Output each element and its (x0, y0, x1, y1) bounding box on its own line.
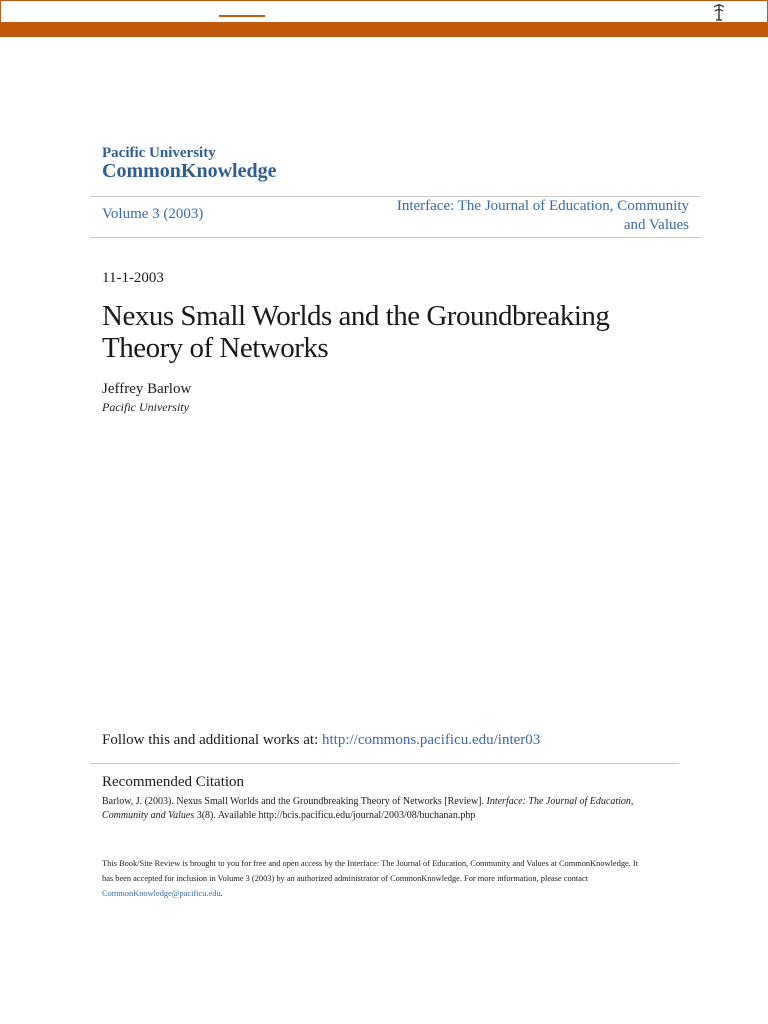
collection-url-link[interactable]: http://commons.pacificu.edu/inter03 (321, 732, 541, 748)
top-bar-link-underline (219, 15, 265, 17)
library-tree-logo-icon (710, 2, 728, 22)
divider-bottom (90, 237, 701, 238)
citation-body (102, 795, 662, 823)
follow-line (102, 732, 540, 749)
top-bar (0, 0, 768, 22)
volume-link[interactable]: Volume 3 (2003) (102, 206, 204, 222)
journal-link[interactable]: Interface: The Journal of Education, Community and Values (396, 198, 689, 233)
publication-date: 11-1-2003 (102, 270, 164, 286)
citation-text-2: 3(8). Available http://bcis.pacificu.edu/journal/2003/08/buchanan.php (194, 810, 476, 821)
contact-email-link[interactable]: CommonKnowledge@pacificu.edu (102, 889, 221, 898)
citation-heading: Recommended Citation (102, 774, 245, 790)
citation-text-1: Barlow, J. (2003). Nexus Small Worlds and the Groundbreaking Theory of Networks [Review]. (102, 796, 487, 807)
institution-name[interactable]: Pacific University (102, 145, 216, 161)
author-affiliation: Pacific University (102, 400, 189, 414)
access-notice (102, 856, 642, 901)
follow-text: Follow this and additional works at: (102, 732, 322, 748)
notice-text: This Book/Site Review is brought to you for free and open access by the Interface: The Journal of Education, Community and Values at CommonKnowledge. It has been accepted for inclusion in Volume 3 (2003) by an authorized administrator of CommonKnowledge. For more information, please contact (102, 859, 639, 883)
notice-end: . (220, 889, 223, 898)
header-accent-band (0, 22, 768, 37)
author-name: Jeffrey Barlow (102, 381, 192, 397)
citation-journal: Interface: The Journal of Education, Community and Values (102, 796, 634, 821)
repository-name[interactable]: CommonKnowledge (102, 160, 277, 182)
citation-divider (90, 763, 679, 764)
article-title: Nexus Small Worlds and the Groundbreaking Theory of Networks (102, 300, 610, 364)
